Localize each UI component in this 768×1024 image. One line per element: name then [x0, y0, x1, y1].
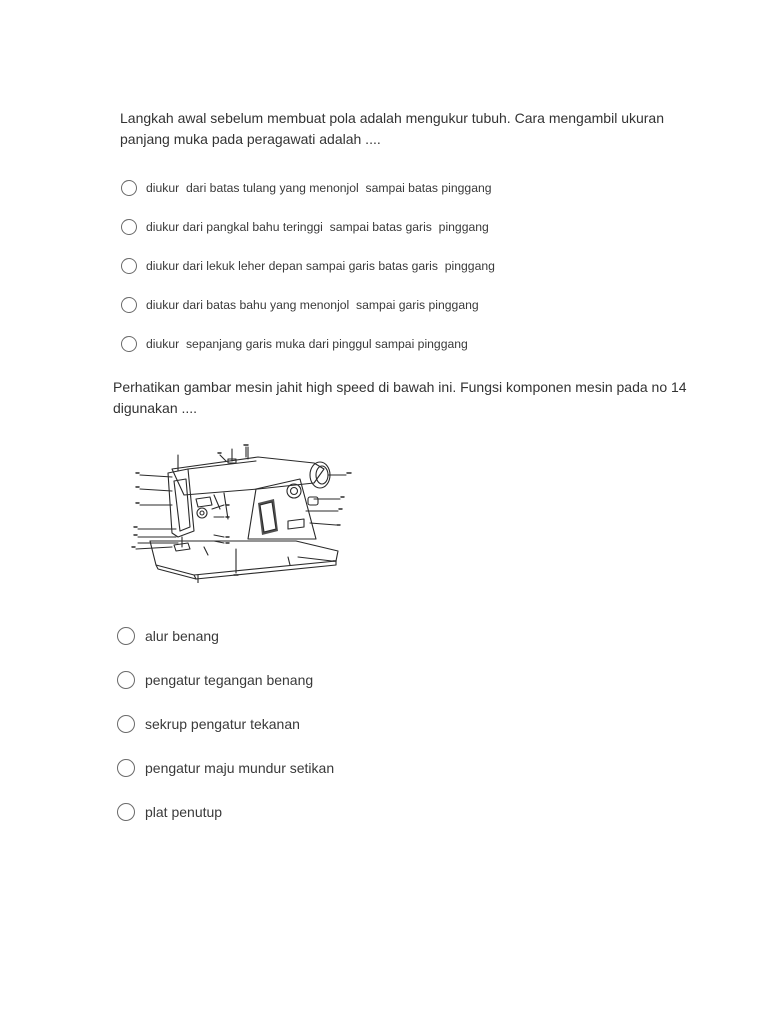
q1-option-2[interactable]: [121, 217, 489, 237]
q1-option-4[interactable]: [121, 295, 479, 315]
q1-option-3[interactable]: [121, 256, 495, 276]
q1-option-label: diukur dari batas tulang yang menonjol sampai batas pinggang: [146, 181, 492, 195]
q2-option-3[interactable]: [117, 714, 300, 734]
q2-option-5[interactable]: [117, 802, 222, 822]
q1-option-1[interactable]: [121, 178, 492, 198]
radio-button-icon[interactable]: [117, 759, 135, 777]
radio-button-icon[interactable]: [117, 715, 135, 733]
q1-option-label: diukur dari pangkal bahu teringgi sampai batas garis pinggang: [146, 220, 489, 234]
q2-option-label: plat penutup: [145, 804, 223, 820]
radio-button-icon[interactable]: [117, 627, 135, 645]
radio-button-icon[interactable]: [121, 180, 137, 196]
q2-option-label: pengatur tegangan benang: [145, 672, 314, 688]
q2-option-2[interactable]: [117, 670, 313, 690]
question-1-text: Langkah awal sebelum membuat pola adalah mengukur tubuh. Cara mengambil ukuran panjang muka pada peragawati adalah ....: [120, 110, 664, 147]
radio-button-icon[interactable]: [121, 258, 137, 274]
radio-button-icon[interactable]: [121, 297, 137, 313]
radio-button-icon[interactable]: [117, 803, 135, 821]
q2-option-4[interactable]: [117, 758, 334, 778]
sewing-machine-diagram-icon: [128, 443, 360, 583]
question-2-text: Perhatikan gambar mesin jahit high speed di bawah ini. Fungsi komponen mesin pada no 14 digunakan ....: [113, 379, 687, 416]
q2-option-label: alur benang: [145, 628, 219, 644]
q1-option-5[interactable]: [121, 334, 468, 354]
q1-option-label: diukur dari lekuk leher depan sampai garis batas garis pinggang: [146, 259, 495, 273]
q1-option-label: diukur dari batas bahu yang menonjol sampai garis pinggang: [146, 298, 479, 312]
q2-option-1[interactable]: [117, 626, 219, 646]
q1-option-label: diukur sepanjang garis muka dari pinggul sampai pinggang: [146, 337, 468, 351]
radio-button-icon[interactable]: [121, 219, 137, 235]
q2-option-label: pengatur maju mundur setikan: [145, 760, 335, 776]
radio-button-icon[interactable]: [121, 336, 137, 352]
radio-button-icon[interactable]: [117, 671, 135, 689]
q2-option-label: sekrup pengatur tekanan: [145, 716, 300, 732]
